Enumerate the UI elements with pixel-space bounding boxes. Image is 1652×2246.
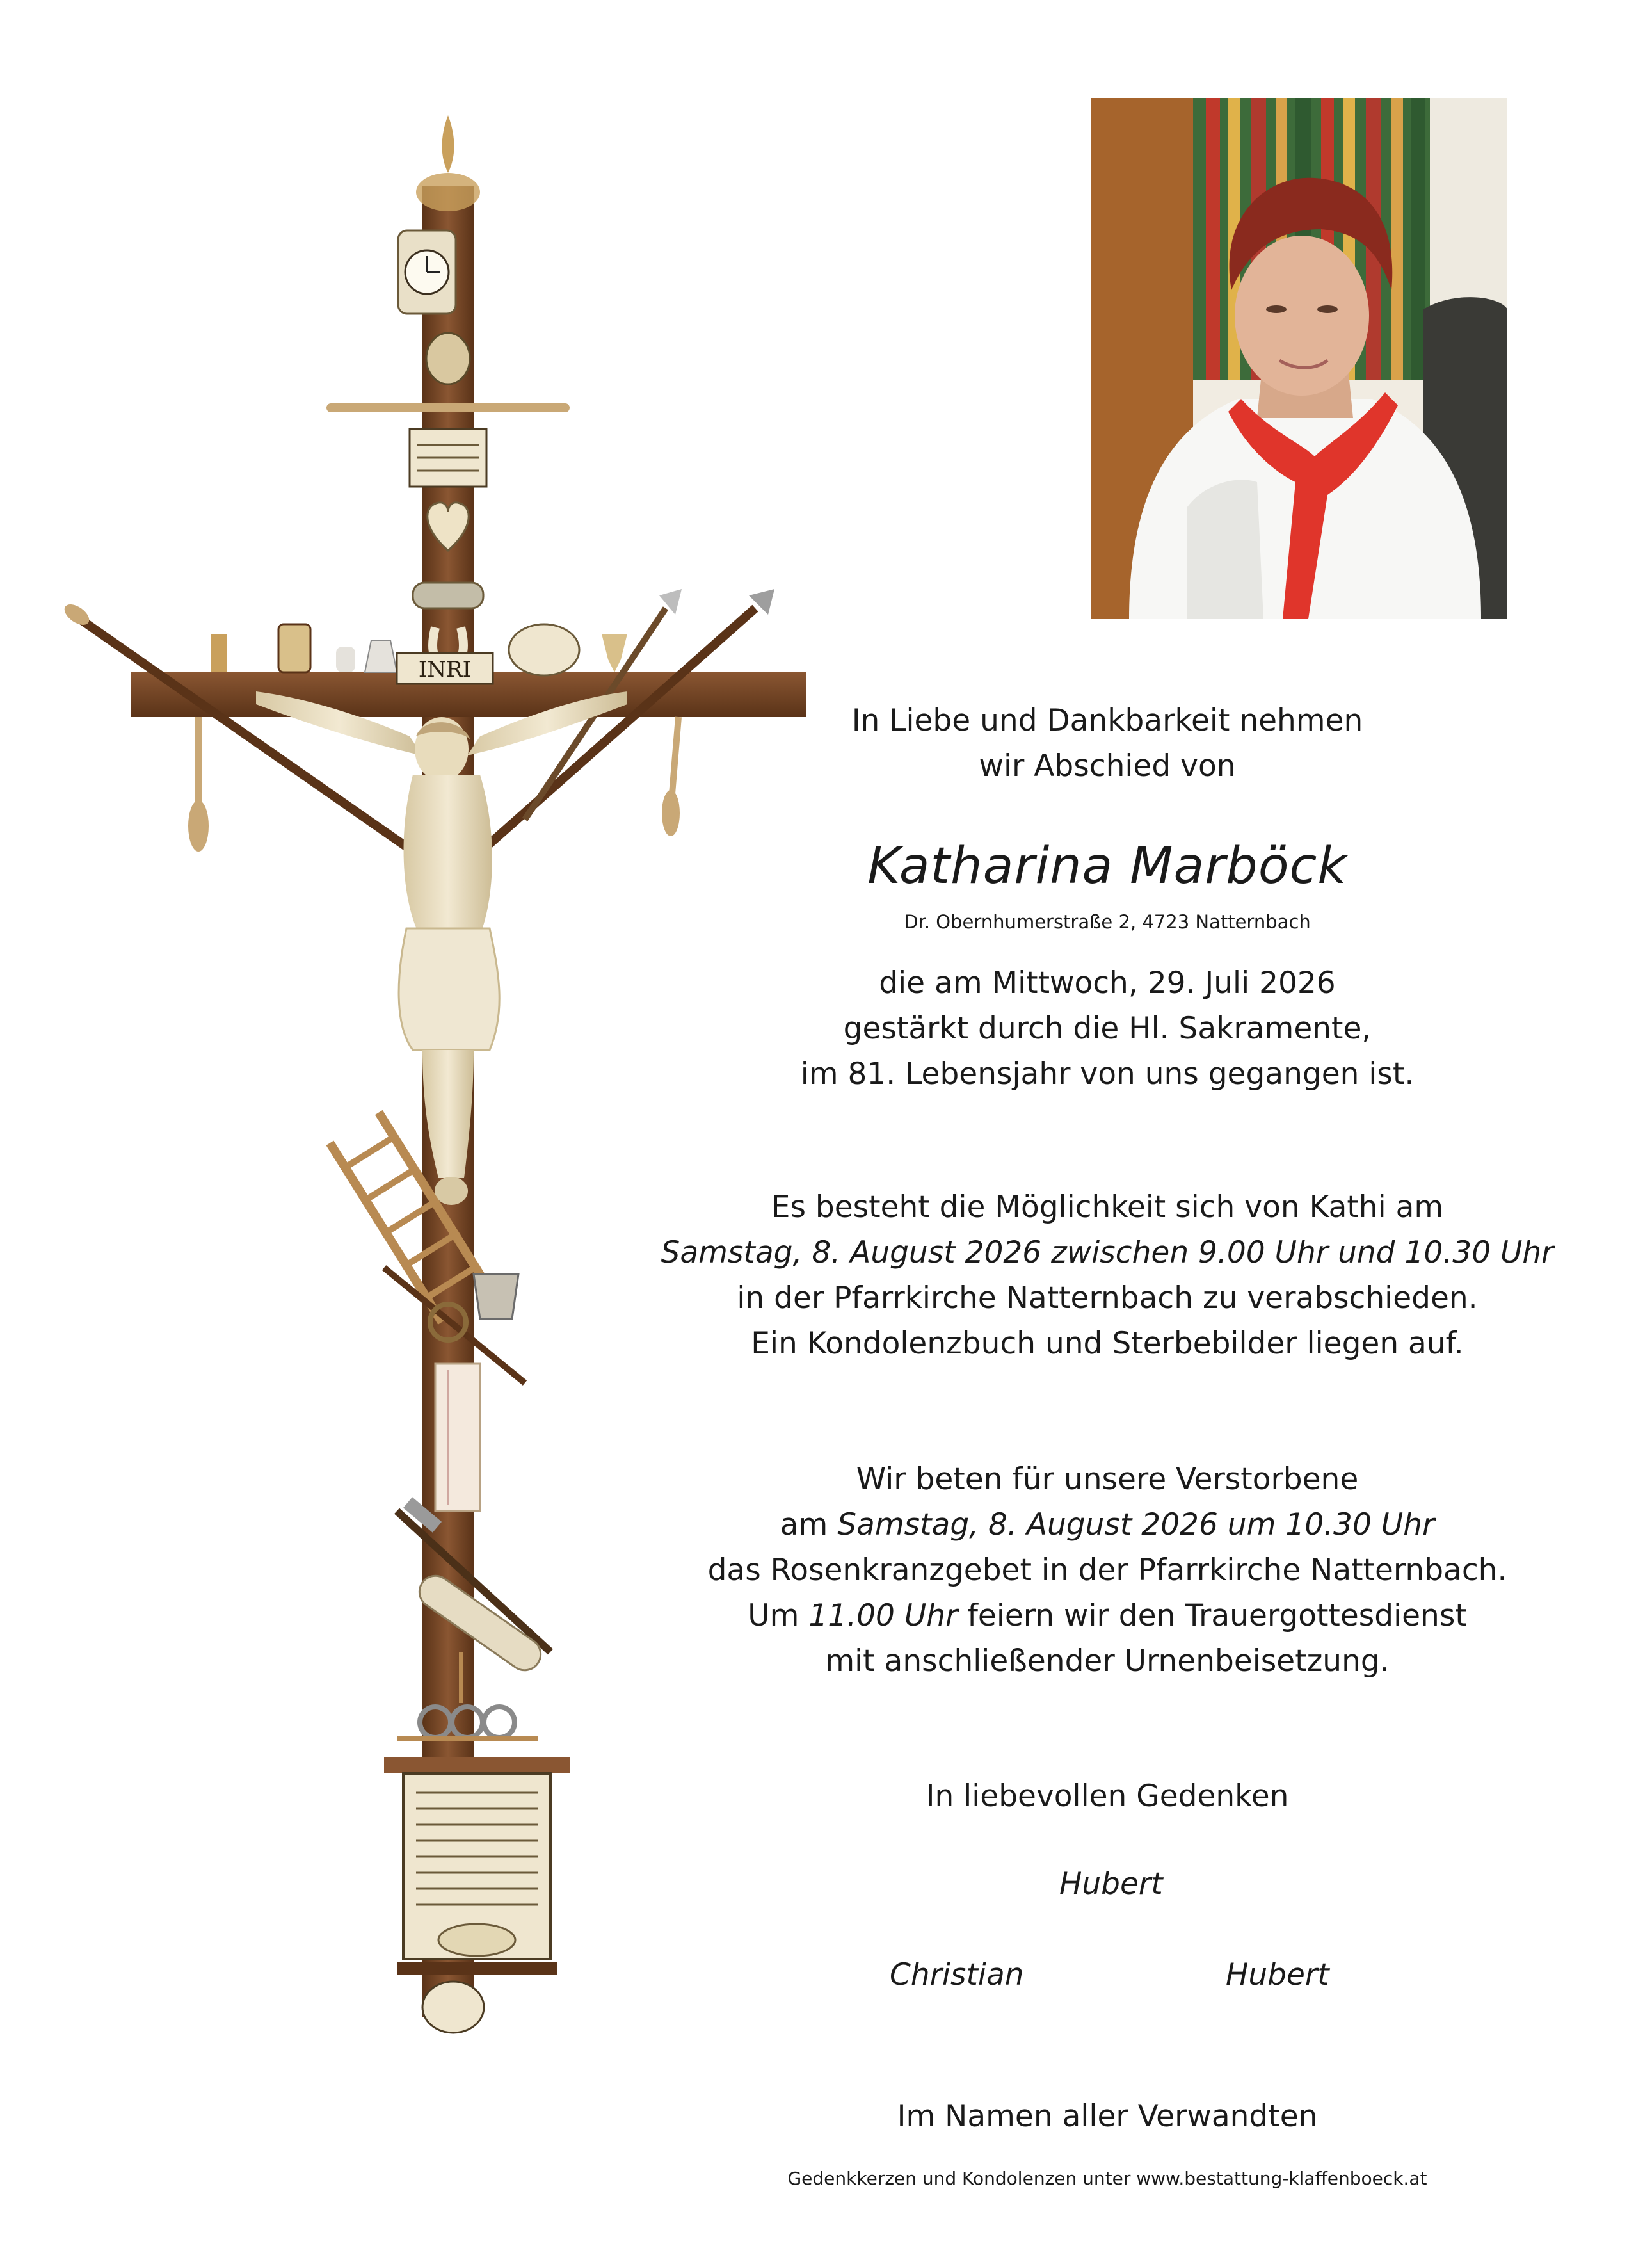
signer-hubert-bottom: Hubert: [1226, 1957, 1329, 1992]
service-time: 11.00 Uhr: [808, 1598, 958, 1633]
death-notice-line-3: im 81. Lebensjahr von uns gegangen ist.: [800, 1056, 1415, 1092]
memory-heading: In liebevollen Gedenken: [926, 1779, 1289, 1814]
closing-line: Im Namen aller Verwandten: [897, 2099, 1318, 2134]
intro-line-1: In Liebe und Dankbarkeit nehmen: [851, 703, 1363, 738]
deceased-address: Dr. Obernhumerstraße 2, 4723 Natternbach: [904, 911, 1311, 933]
prayer-line-2-prefix: am: [780, 1507, 828, 1542]
farewell-line-1: Es besteht die Möglichkeit sich von Kathi am: [771, 1190, 1444, 1225]
hand-carving: [413, 583, 483, 608]
intro-line-2: wir Abschied von: [979, 748, 1236, 784]
prayer-line-4: [640, 1593, 1575, 1638]
farewell-block: [640, 1184, 1575, 1366]
intro-block: [640, 698, 1575, 789]
farewell-line-3: in der Pfarrkirche Natternbach zu verabschieden.: [737, 1281, 1478, 1316]
prayer-line-2: [640, 1502, 1575, 1547]
farewell-date-time: Samstag, 8. August 2026 zwischen 9.00 Uhr und 10.30 Uhr: [661, 1235, 1554, 1270]
inri-text: INRI: [418, 657, 472, 683]
prayer-line-5: mit anschließender Urnenbeisetzung.: [825, 1644, 1390, 1679]
signer-hubert-top: Hubert: [1059, 1866, 1163, 1902]
plaque-carving: [410, 429, 486, 487]
shovel-carving: [474, 1274, 518, 1319]
pillar-carving: [435, 1364, 480, 1511]
portrait-photo: [1091, 98, 1507, 619]
deceased-name: Katharina Marböck: [867, 837, 1347, 895]
prayer-line-4-prefix: Um: [748, 1598, 799, 1633]
farewell-line-2: [640, 1230, 1575, 1275]
signer-christian: Christian: [890, 1957, 1024, 1992]
prayer-date-time: Samstag, 8. August 2026 um 10.30 Uhr: [837, 1507, 1435, 1542]
prayer-line-3: das Rosenkranzgebet in der Pfarrkirche Natternbach.: [707, 1553, 1507, 1588]
death-notice-line-1: die am Mittwoch, 29. Juli 2026: [879, 965, 1336, 1001]
finial: [442, 115, 454, 173]
prayer-line-1: Wir beten für unsere Verstorbene: [856, 1462, 1359, 1497]
bottom-medallion: [422, 1982, 484, 2033]
death-notice-line-2: gestärkt durch die Hl. Sakramente,: [843, 1011, 1372, 1046]
prayer-line-4-suffix: feiern wir den Trauergottesdienst: [967, 1598, 1467, 1633]
text-tablet-carving: [403, 1773, 550, 1959]
portrait-illustration: [1091, 98, 1507, 619]
prayer-block: [640, 1457, 1575, 1684]
death-notice-block: [640, 960, 1575, 1097]
farewell-line-4: Ein Kondolenzbuch und Sterbebilder liegen auf.: [751, 1326, 1464, 1361]
clock-carving: [398, 230, 456, 314]
footer-note: Gedenkkerzen und Kondolenzen unter www.bestattung-klaffenboeck.at: [787, 2168, 1427, 2189]
head-carving: [426, 333, 470, 384]
